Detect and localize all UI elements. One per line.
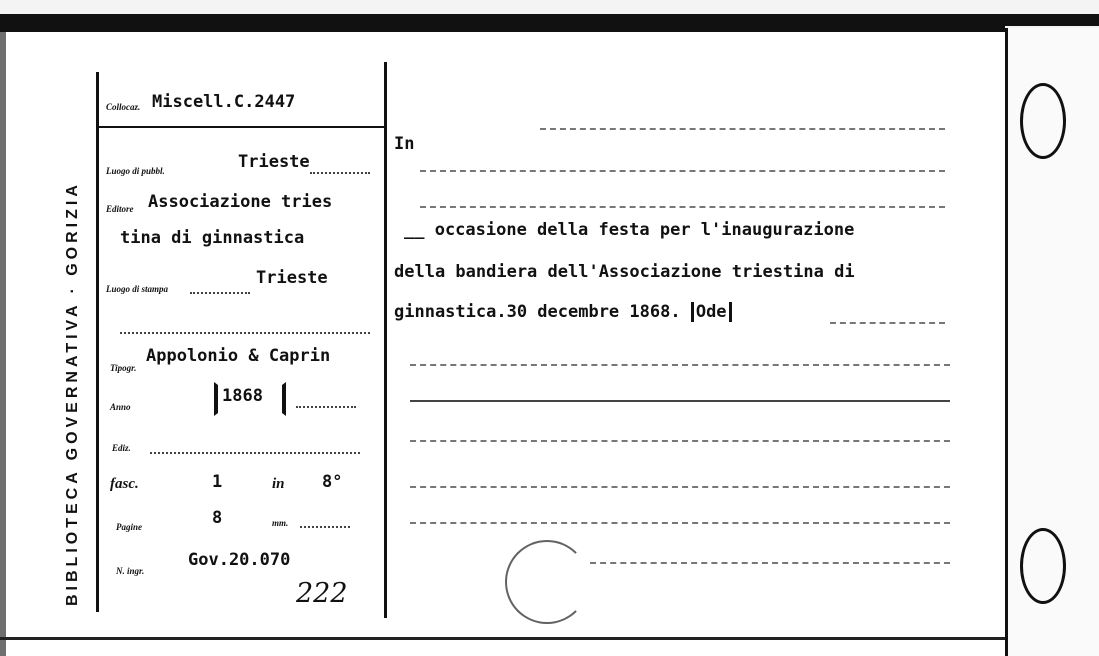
- anno-label: Anno: [110, 402, 131, 412]
- body-line-4: [394, 302, 732, 322]
- scan-left-edge: [0, 32, 6, 656]
- n-ingr-value: Gov.20.070: [188, 550, 291, 570]
- editore-value-line1: Associazione tries: [148, 192, 333, 212]
- body-line-1: In: [394, 134, 415, 154]
- luogo-stampa-label: Luogo di stampa: [106, 284, 169, 294]
- luogo-pubbl-value: Trieste: [238, 152, 310, 172]
- luogo-pubbl-label: Luogo di pubbl.: [106, 166, 165, 176]
- tipogr-value: Appolonio & Caprin: [146, 346, 331, 366]
- stamp-circle-icon: [505, 540, 589, 624]
- mm-label: mm.: [272, 518, 289, 528]
- pagine-value: 8: [212, 508, 223, 528]
- adjacent-card: [1005, 28, 1099, 656]
- card-bottom-edge: [0, 637, 1099, 640]
- fasc-in-label: in: [272, 476, 285, 492]
- library-margin-label: BIBLIOTECA GOVERNATIVA · GORIZIA: [64, 181, 81, 606]
- fasc-label: fasc.: [110, 476, 139, 492]
- luogo-stampa-value: Trieste: [256, 268, 328, 288]
- body-column-border: [384, 62, 387, 618]
- punch-hole-icon: [1020, 528, 1066, 604]
- editore-value-line2: tina di ginnastica: [120, 228, 305, 248]
- editore-label: Editore: [106, 204, 134, 214]
- scan-top-edge: [0, 0, 1099, 32]
- body-line-4-text: ginnastica.30 decembre 1868.: [394, 302, 681, 322]
- tipogr-label: Tipogr.: [110, 363, 137, 373]
- collocazione-value: Miscell.C.2447: [152, 92, 296, 112]
- anno-value: 1868: [222, 386, 263, 406]
- ediz-label: Ediz.: [112, 443, 131, 453]
- body-line-4-bracket: Ode: [691, 302, 732, 322]
- format-value: 8°: [322, 472, 343, 492]
- body-line-2: __ occasione della festa per l'inaugurazione: [404, 220, 855, 240]
- left-column-border: [96, 72, 99, 612]
- pagine-label: Pagine: [116, 522, 142, 532]
- n-ingr-label: N. ingr.: [116, 566, 145, 576]
- collocazione-label: Collocaz.: [106, 102, 141, 112]
- fasc-value: 1: [212, 472, 223, 492]
- punch-hole-icon: [1020, 83, 1066, 159]
- body-line-3: della bandiera dell'Associazione triestina di: [394, 262, 855, 282]
- collocazione-divider: [96, 126, 386, 128]
- handwritten-number: 222: [296, 578, 348, 609]
